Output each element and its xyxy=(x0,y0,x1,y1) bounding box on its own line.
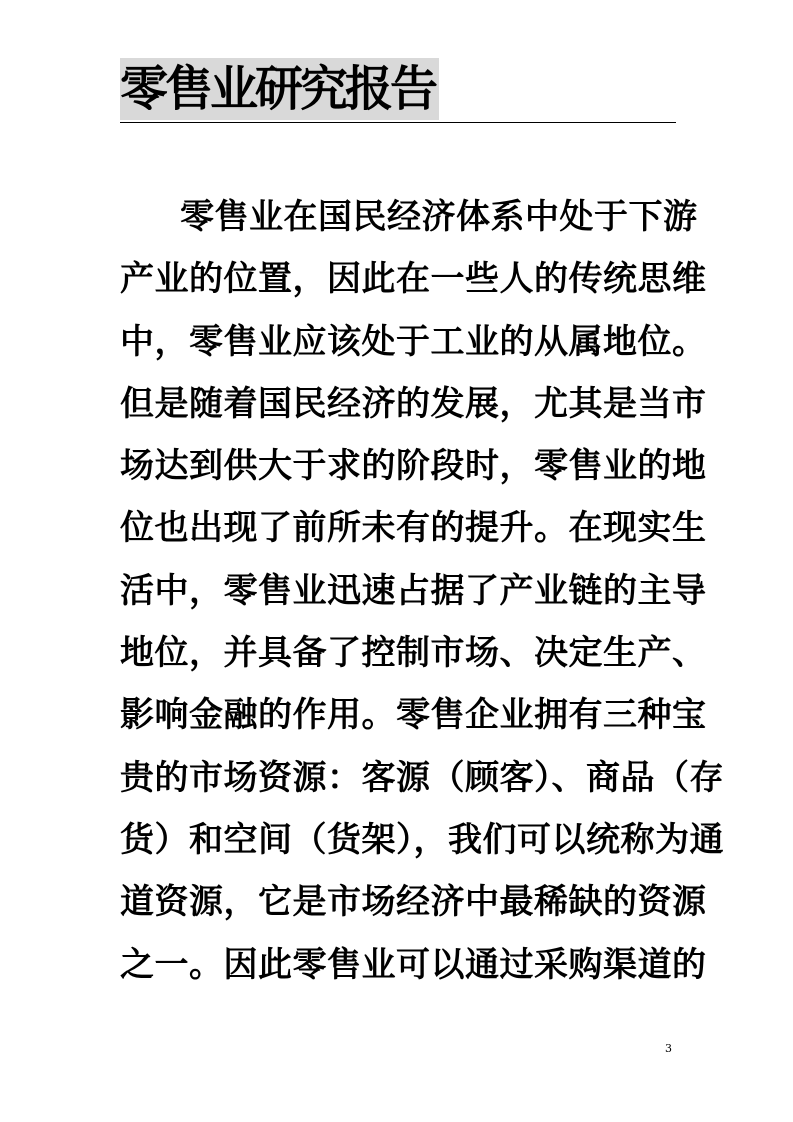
paragraph-line: 影响金融的作用。零售企业拥有三种宝 xyxy=(120,695,707,736)
body-paragraph xyxy=(120,186,724,996)
paragraph-line: 贵的市场资源：客源（顾客）、商品（存 xyxy=(120,757,724,798)
paragraph-line: 零售业在国民经济体系中处于下游 xyxy=(180,197,698,237)
paragraph-line: 活中，零售业迅速占据了产业链的主导 xyxy=(120,570,707,611)
paragraph-line: 中，零售业应该处于工业的从属地位。 xyxy=(120,321,707,362)
paragraph-line: 之一。因此零售业可以通过采购渠道的 xyxy=(120,944,707,985)
paragraph-line: 但是随着国民经济的发展，尤其是当市 xyxy=(120,383,707,424)
title-block xyxy=(120,58,676,123)
paragraph-line: 场达到供大于求的阶段时，零售业的地 xyxy=(120,446,707,487)
paragraph-line: 地位，并具备了控制市场、决定生产、 xyxy=(120,633,707,674)
document-title: 零售业研究报告 xyxy=(120,58,439,120)
page-number: 3 xyxy=(665,1042,672,1055)
paragraph-line: 位也出现了前所未有的提升。在现实生 xyxy=(120,508,707,549)
paragraph-line: 产业的位置，因此在一些人的传统思维 xyxy=(120,259,707,300)
paragraph-line: 货）和空间（货架），我们可以统称为通 xyxy=(120,819,724,860)
paragraph-line: 道资源，它是市场经济中最稀缺的资源 xyxy=(120,882,707,923)
